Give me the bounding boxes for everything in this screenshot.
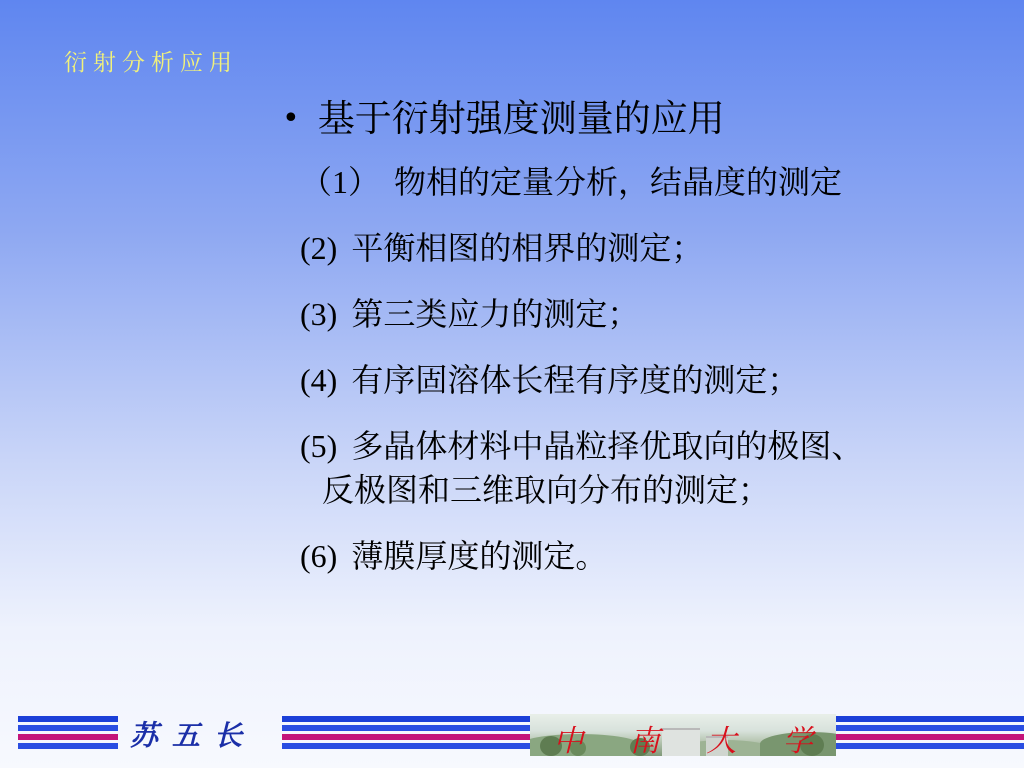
slide-header-title: 衍射分析应用: [64, 50, 238, 76]
item-number: (5): [300, 428, 338, 464]
university-banner-image: [530, 714, 836, 756]
item-text: 薄膜厚度的测定。: [351, 537, 608, 575]
bullet-dot-icon: •: [282, 101, 300, 136]
item-text-continuation: 反极图和三维取向分布的测定；: [322, 471, 771, 509]
university-name: [530, 716, 836, 756]
list-item-5: [300, 424, 1020, 512]
item-number: （1）: [300, 164, 381, 200]
application-list: [300, 160, 1020, 600]
heading-text: 基于衍射强度测量的应用: [317, 97, 725, 140]
item-number: (3): [300, 296, 338, 332]
university-char: 南: [629, 724, 660, 756]
item-number: (6): [300, 538, 338, 574]
bullet-heading: [282, 94, 725, 144]
university-char: 中: [553, 724, 584, 756]
item-text: 第三类应力的测定；: [351, 295, 640, 333]
list-item-3: [300, 292, 1020, 336]
list-item-4: [300, 358, 1020, 402]
item-text: 有序固溶体长程有序度的测定；: [351, 361, 800, 399]
item-text: 物相的定量分析，结晶度的测定: [394, 163, 843, 201]
slide-footer: [0, 712, 1024, 756]
list-item-2: [300, 226, 1020, 270]
item-number: (2): [300, 230, 338, 266]
university-char: 大: [706, 724, 737, 756]
author-name: 苏五长: [130, 719, 257, 752]
item-text: 平衡相图的相界的测定；: [351, 229, 704, 267]
university-char: 学: [782, 724, 813, 756]
footer-stripes-left: [18, 716, 118, 752]
item-text: 多晶体材料中晶粒择优取向的极图、: [351, 427, 864, 465]
footer-stripes-middle: [282, 716, 530, 752]
list-item-1: [300, 160, 1020, 204]
footer-stripes-right: [836, 716, 1024, 752]
item-number: (4): [300, 362, 338, 398]
list-item-6: [300, 534, 1020, 578]
